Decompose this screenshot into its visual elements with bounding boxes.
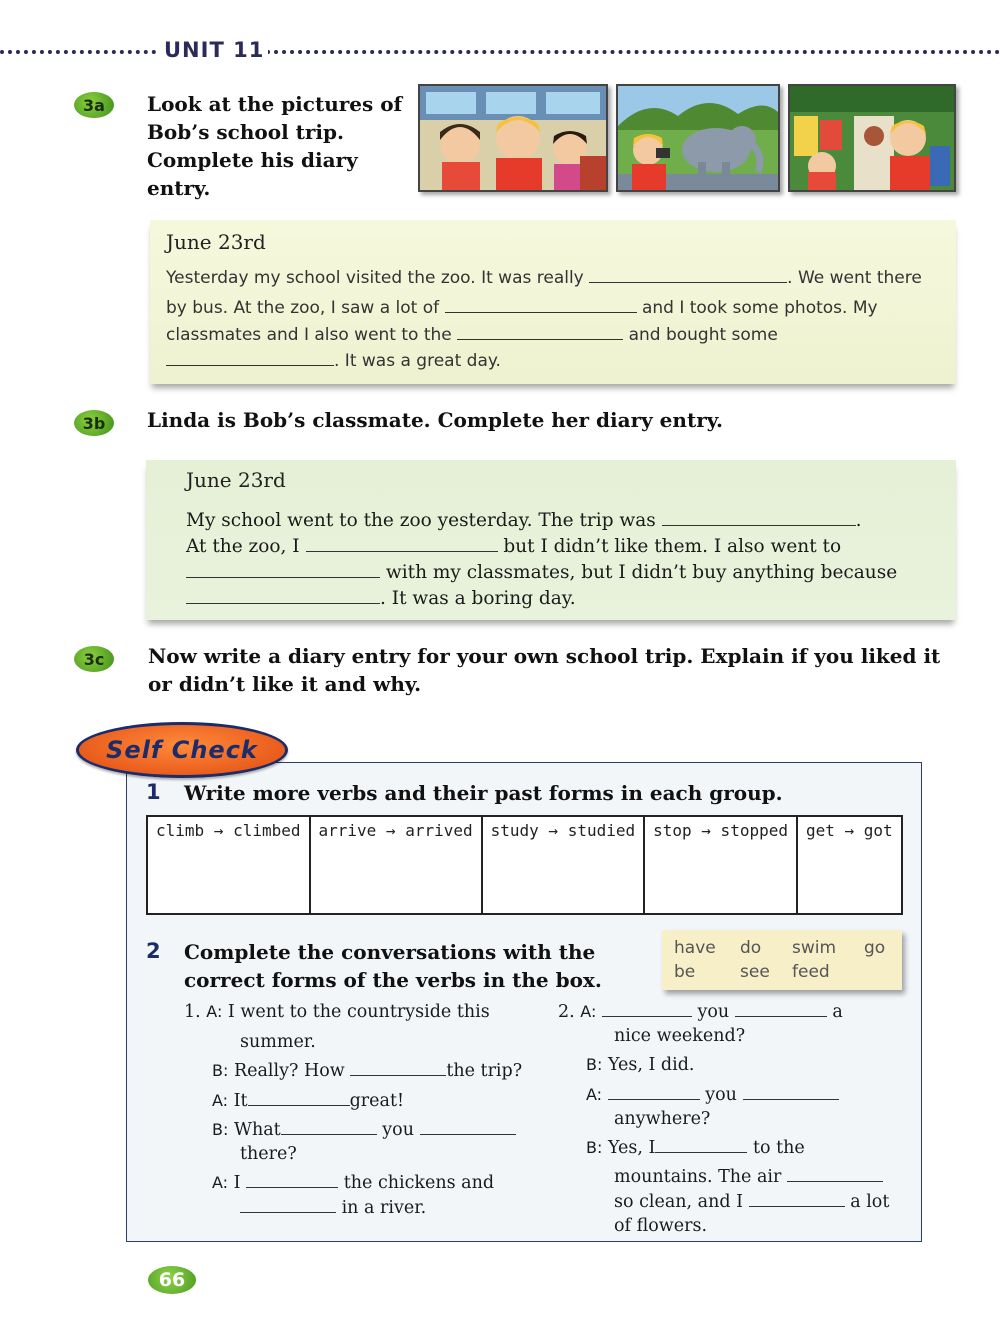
answer-blank[interactable]: [186, 589, 380, 604]
verb-group-5[interactable]: get → got: [797, 816, 902, 914]
conv2-line-6: of flowers.: [614, 1216, 708, 1236]
conv1-line-1: 1. A: I went to the countryside this: [184, 1002, 490, 1022]
answer-blank[interactable]: [420, 1120, 516, 1135]
picture-bus: [418, 84, 608, 192]
answer-blank[interactable]: [246, 1173, 338, 1188]
question-1-number: 1: [146, 780, 161, 804]
conv1-line-2: B: Really? How the trip?: [212, 1061, 523, 1081]
picture-zoo-elephant: [616, 84, 780, 192]
verb-group-2[interactable]: arrive → arrived: [310, 816, 482, 914]
word: be: [674, 962, 696, 982]
conv1-line-4b: there?: [240, 1144, 297, 1164]
answer-blank[interactable]: [743, 1085, 839, 1100]
answer-blank[interactable]: [749, 1192, 845, 1207]
question-2-number: 2: [146, 939, 161, 963]
unit-title: UNIT 11: [160, 38, 268, 62]
verb-group-4[interactable]: stop → stopped: [644, 816, 797, 914]
answer-blank[interactable]: [608, 1085, 700, 1100]
conv2-line-2: B: Yes, I did.: [586, 1055, 695, 1075]
conv2-line-1: 2. A: you a: [558, 1002, 843, 1022]
conv1-line-1b: summer.: [240, 1032, 316, 1052]
diary-entry-linda: [146, 460, 956, 620]
conv2-line-3b: anywhere?: [614, 1109, 711, 1129]
word: go: [864, 938, 886, 958]
diary-line-3: with my classmates, but I didn’t buy anything because: [186, 562, 897, 583]
diary-date: June 23rd: [166, 230, 266, 254]
word: see: [740, 962, 770, 982]
diary-entry-bob: [150, 220, 956, 384]
answer-blank[interactable]: [445, 298, 637, 313]
header-dots-right: [258, 50, 1000, 54]
answer-blank[interactable]: [662, 511, 856, 526]
answer-blank[interactable]: [186, 563, 380, 578]
picture-gift-shop: [788, 84, 956, 192]
diary-line-2: by bus. At the zoo, I saw a lot of and I took some photos. My: [166, 298, 878, 318]
header-dots-left: [0, 50, 156, 54]
verb-group-3[interactable]: study → studied: [482, 816, 645, 914]
answer-blank[interactable]: [248, 1091, 350, 1106]
instruction-3b: Linda is Bob’s classmate. Complete her diary entry.: [147, 408, 724, 432]
answer-blank[interactable]: [589, 268, 787, 283]
conv2-line-4b: mountains. The air: [614, 1167, 883, 1187]
answer-blank[interactable]: [602, 1002, 692, 1017]
answer-blank[interactable]: [240, 1198, 336, 1213]
conv2-line-5: so clean, and I a lot: [614, 1192, 890, 1212]
verb-word-box: [662, 930, 902, 990]
badge-3c: 3c: [74, 646, 114, 672]
diary-line-3: classmates and I also went to the and bought some: [166, 325, 778, 345]
self-check-title: Self Check: [76, 722, 288, 778]
answer-blank[interactable]: [306, 537, 498, 552]
answer-blank[interactable]: [735, 1002, 827, 1017]
conv1-line-3: A: It great!: [212, 1091, 405, 1111]
diary-line-4: . It was a great day.: [166, 351, 501, 371]
word: have: [674, 938, 716, 958]
conv1-line-4: B: What you: [212, 1120, 516, 1140]
answer-blank[interactable]: [457, 325, 623, 340]
answer-blank[interactable]: [281, 1120, 377, 1135]
verb-groups-table: [146, 815, 903, 915]
conv2-line-3: A: you: [586, 1085, 839, 1105]
diary-line-4: . It was a boring day.: [186, 588, 576, 609]
conv1-line-5: A: I the chickens and: [212, 1173, 495, 1193]
word: do: [740, 938, 762, 958]
badge-3a: 3a: [74, 92, 114, 118]
instruction-3c: Now write a diary entry for your own school trip. Explain if you liked it or didn’t like it and why.: [148, 644, 941, 696]
answer-blank[interactable]: [787, 1167, 883, 1182]
conv1-line-5b: in a river.: [240, 1198, 426, 1218]
instruction-3a: Look at the pictures of Bob’s school trip. Complete his diary entry.: [147, 92, 403, 200]
answer-blank[interactable]: [655, 1138, 747, 1153]
verb-group-1[interactable]: climb → climbed: [147, 816, 310, 914]
conv2-line-4: B: Yes, I to the: [586, 1138, 805, 1158]
word: swim: [792, 938, 837, 958]
word: feed: [792, 962, 830, 982]
answer-blank[interactable]: [350, 1061, 446, 1076]
diary-line-1: My school went to the zoo yesterday. The trip was .: [186, 510, 862, 531]
badge-3b: 3b: [74, 410, 114, 436]
question-2-text: Complete the conversations with the correct forms of the verbs in the box.: [184, 940, 602, 992]
question-1-text: Write more verbs and their past forms in each group.: [184, 781, 783, 805]
page-number: 66: [148, 1266, 196, 1294]
answer-blank[interactable]: [166, 351, 334, 366]
diary-line-1: Yesterday my school visited the zoo. It was really . We went there: [166, 268, 922, 288]
diary-line-2: At the zoo, I but I didn’t like them. I also went to: [186, 536, 842, 557]
conv2-line-1b: nice weekend?: [614, 1026, 746, 1046]
diary-date: June 23rd: [186, 468, 286, 492]
